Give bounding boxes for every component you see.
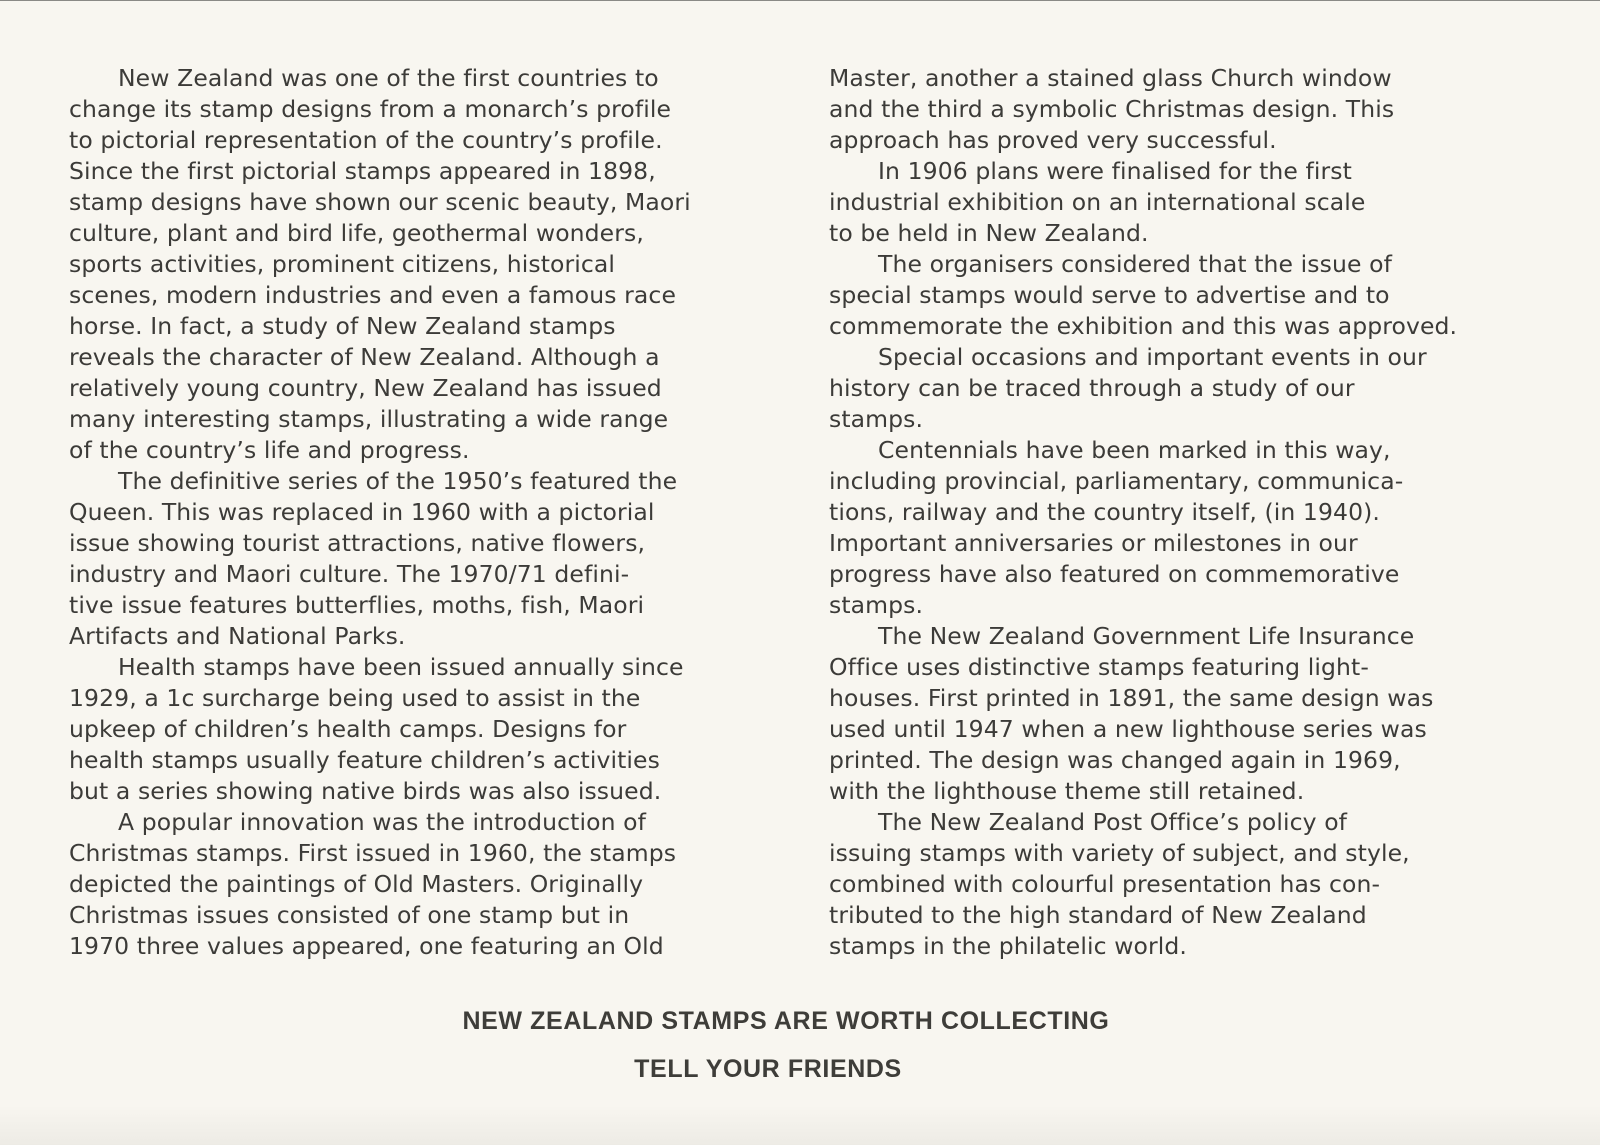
text-line: used until 1947 when a new lighthouse series was [829, 715, 1427, 743]
text-line: tions, railway and the country itself, (in 1940). [829, 498, 1380, 526]
text-line: Important anniversaries or milestones in our [829, 529, 1358, 557]
footer-tagline: TELL YOUR FRIENDS [634, 1055, 902, 1083]
text-line: Christmas issues consisted of one stamp but in [69, 901, 630, 929]
text-line: commemorate the exhibition and this was approved. [829, 312, 1458, 340]
text-line: history can be traced through a study of our [829, 374, 1355, 402]
text-line: 1970 three values appeared, one featuring an Old [69, 932, 664, 960]
text-line: approach has proved very successful. [829, 126, 1277, 154]
text-line: many interesting stamps, illustrating a wide range [69, 405, 669, 433]
text-line: but a series showing native birds was also issued. [69, 777, 662, 805]
text-line: industry and Maori culture. The 1970/71 defini- [69, 560, 630, 588]
text-line: scenes, modern industries and even a famous race [69, 281, 676, 309]
left-text-column [69, 63, 769, 962]
text-line: upkeep of children’s health camps. Designs for [69, 715, 627, 743]
text-line: stamp designs have shown our scenic beauty, Maori [69, 188, 691, 216]
text-line: Christmas stamps. First issued in 1960, the stamps [69, 839, 677, 867]
text-line: special stamps would serve to advertise and to [829, 281, 1390, 309]
card-bottom-shade [0, 1105, 1600, 1145]
text-line: to be held in New Zealand. [829, 219, 1149, 247]
footer-slogan: NEW ZEALAND STAMPS ARE WORTH COLLECTING [462, 1007, 1110, 1035]
text-line: with the lighthouse theme still retained. [829, 777, 1305, 805]
text-line: combined with colourful presentation has con- [829, 870, 1381, 898]
text-line: change its stamp designs from a monarch’s profile [69, 95, 672, 123]
text-line: Since the first pictorial stamps appeared in 1898, [69, 157, 656, 185]
text-line: In 1906 plans were finalised for the first [878, 157, 1352, 185]
text-line: issuing stamps with variety of subject, and style, [829, 839, 1410, 867]
text-line: health stamps usually feature children’s activities [69, 746, 660, 774]
text-line: relatively young country, New Zealand has issued [69, 374, 662, 402]
text-line: issue showing tourist attractions, native flowers, [69, 529, 646, 557]
text-line: culture, plant and bird life, geothermal wonders, [69, 219, 644, 247]
text-line: The organisers considered that the issue of [878, 250, 1392, 278]
text-line: A popular innovation was the introduction of [118, 808, 646, 836]
text-line: including provincial, parliamentary, communica- [829, 467, 1404, 495]
text-line: Special occasions and important events in our [878, 343, 1427, 371]
text-line: stamps. [829, 405, 924, 433]
text-line: Centennials have been marked in this way, [878, 436, 1391, 464]
right-text-column [829, 63, 1559, 962]
text-line: The New Zealand Government Life Insurance [878, 622, 1415, 650]
text-line: New Zealand was one of the first countries to [118, 64, 659, 92]
text-line: Artifacts and National Parks. [69, 622, 406, 650]
text-line: printed. The design was changed again in 1969, [829, 746, 1401, 774]
text-line: The New Zealand Post Office’s policy of [878, 808, 1348, 836]
text-line: stamps in the philatelic world. [829, 932, 1187, 960]
text-line: progress have also featured on commemorative [829, 560, 1400, 588]
text-line: horse. In fact, a study of New Zealand stamps [69, 312, 616, 340]
text-line: reveals the character of New Zealand. Although a [69, 343, 660, 371]
text-line: Office uses distinctive stamps featuring light- [829, 653, 1369, 681]
text-line: tive issue features butterflies, moths, fish, Maori [69, 591, 645, 619]
text-line: and the third a symbolic Christmas design. This [829, 95, 1395, 123]
text-line: Health stamps have been issued annually since [118, 653, 684, 681]
text-line: sports activities, prominent citizens, historical [69, 250, 616, 278]
text-line: tributed to the high standard of New Zealand [829, 901, 1367, 929]
text-line: 1929, a 1c surcharge being used to assist in the [69, 684, 641, 712]
text-line: The definitive series of the 1950’s featured the [118, 467, 678, 495]
text-line: houses. First printed in 1891, the same design was [829, 684, 1434, 712]
text-line: industrial exhibition on an international scale [829, 188, 1366, 216]
text-line: stamps. [829, 591, 924, 619]
text-line: Queen. This was replaced in 1960 with a pictorial [69, 498, 655, 526]
text-line: depicted the paintings of Old Masters. Originally [69, 870, 644, 898]
text-line: Master, another a stained glass Church window [829, 64, 1392, 92]
text-line: of the country’s life and progress. [69, 436, 470, 464]
text-line: to pictorial representation of the country’s profile. [69, 126, 663, 154]
